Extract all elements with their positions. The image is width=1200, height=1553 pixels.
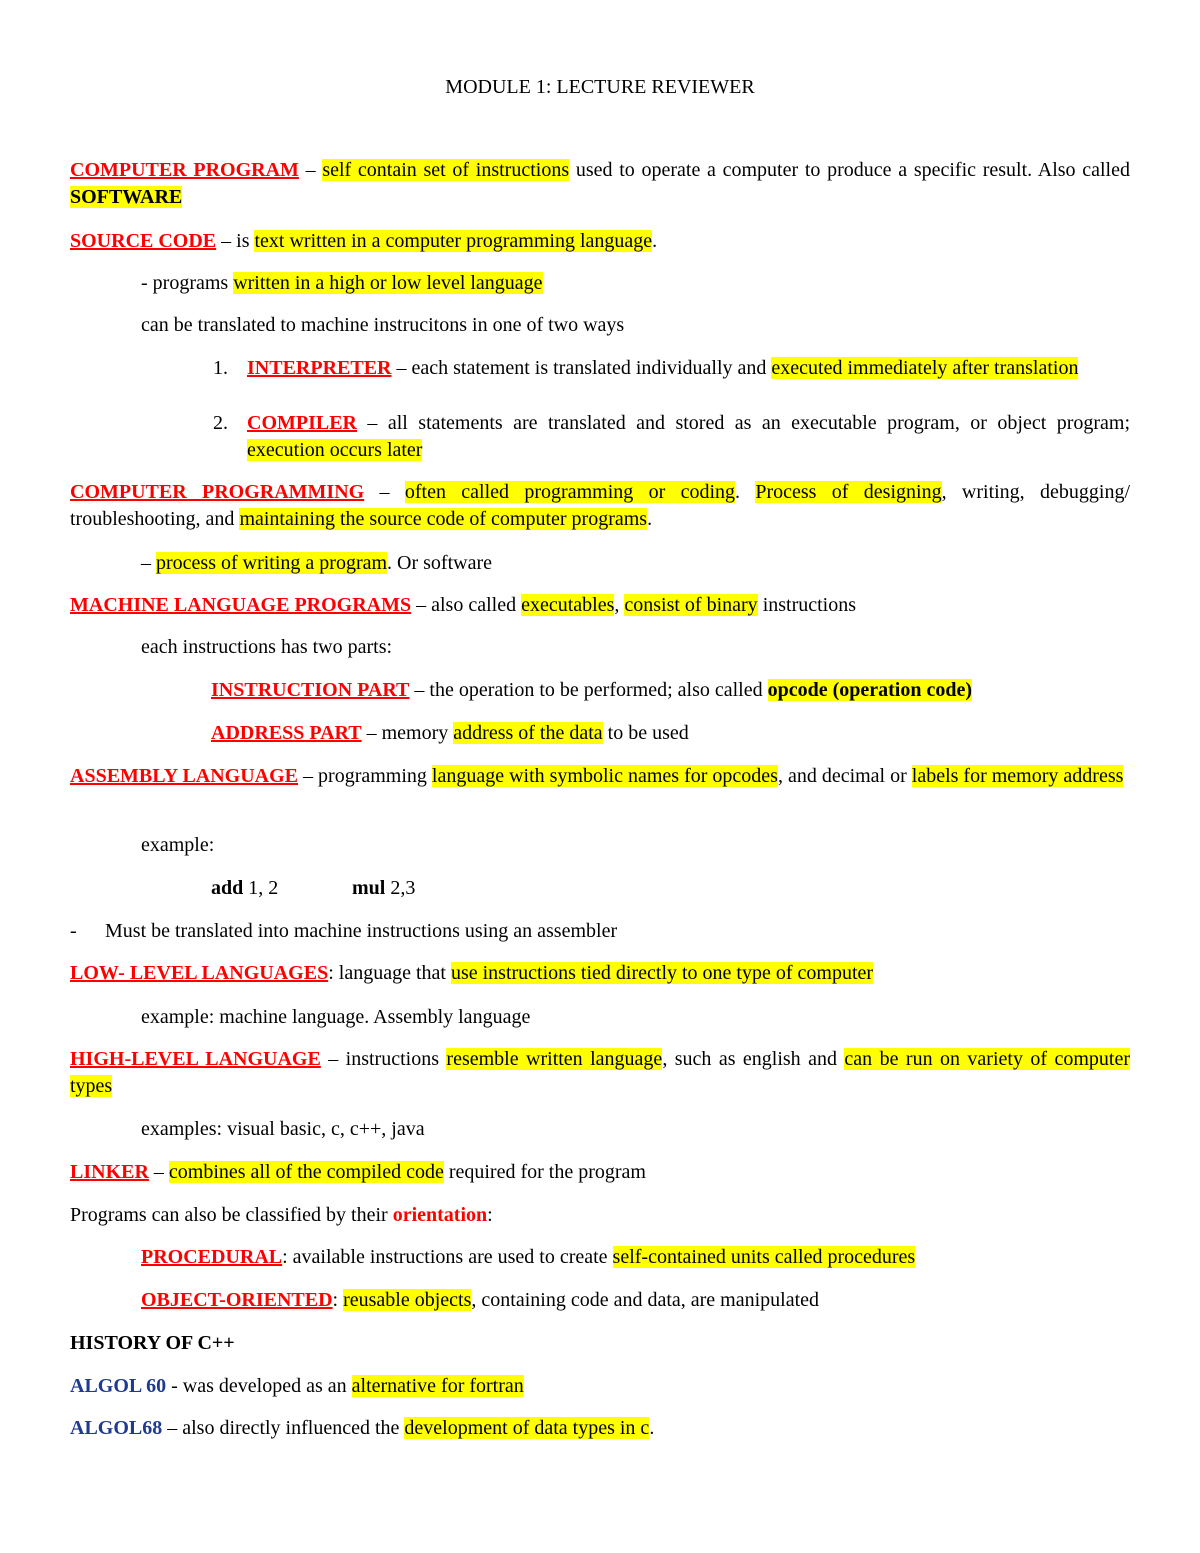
highlight: resemble written language: [446, 1048, 663, 1070]
example-code: add 1, 2 mul 2,3: [211, 877, 416, 899]
highlight: consist of binary: [624, 594, 758, 616]
entry-algol68: ALGOL68 – also directly influenced the development of data types in c.: [70, 1417, 655, 1439]
history-heading: HISTORY OF C++: [70, 1332, 235, 1354]
highlight-bold: opcode (operation code): [767, 679, 973, 701]
procedural-line: PROCEDURAL: available instructions are used to create self-contained units called procedures: [141, 1246, 916, 1268]
term-algol60: ALGOL 60: [70, 1375, 167, 1397]
term-compiler: COMPILER: [247, 412, 357, 434]
term-low-level: LOW- LEVEL LANGUAGES: [70, 962, 329, 984]
term-computer-program: COMPUTER PROGRAM: [70, 159, 299, 181]
highlight: process of writing a program: [156, 552, 388, 574]
highlight: executed immediately after translation: [771, 357, 1079, 379]
term-interpreter: INTERPRETER: [247, 357, 392, 379]
page-title: MODULE 1: LECTURE REVIEWER: [445, 76, 755, 98]
instruction-part-line: INSTRUCTION PART – the operation to be performed; also called opcode (operation code): [211, 679, 973, 701]
highlight: self-contained units called procedures: [612, 1246, 916, 1268]
term-source-code: SOURCE CODE: [70, 230, 217, 252]
term-assembly-language: ASSEMBLY LANGUAGE: [70, 765, 299, 787]
highlight: written in a high or low level language: [233, 272, 543, 294]
entry-computer-programming: COMPUTER PROGRAMMING – often called programming or coding. Process of designing, writing, debugging/ troubleshooting, and maintaining the source code of computer programs.: [70, 481, 1131, 530]
highlight: reusable objects: [343, 1289, 472, 1311]
term-high-level: HIGH-LEVEL LANGUAGE: [70, 1048, 321, 1070]
entry-source-code: SOURCE CODE – is text written in a computer programming language.: [70, 230, 658, 252]
entry-machine-language: MACHINE LANGUAGE PROGRAMS – also called executables, consist of binary instructions: [70, 594, 857, 616]
list-item-compiler: 2. COMPILER – all statements are translated and stored as an executable program, or object program; execution occurs later: [213, 412, 1130, 461]
highlight-bold: SOFTWARE: [70, 186, 183, 208]
programs-line: - programs written in a high or low level language: [141, 272, 543, 294]
highlight: use instructions tied directly to one type of computer: [450, 962, 874, 984]
object-oriented-line: OBJECT-ORIENTED: reusable objects, containing code and data, are manipulated: [141, 1289, 820, 1311]
entry-linker: LINKER – combines all of the compiled code required for the program: [70, 1161, 646, 1183]
entry-computer-program: COMPUTER PROGRAM – self contain set of instructions used to operate a computer to produce a specific result. Also called SOFTWARE: [70, 159, 1130, 208]
highlight: alternative for fortran: [351, 1375, 524, 1397]
assembler-line: - Must be translated into machine instructions using an assembler: [70, 920, 618, 942]
term-machine-language: MACHINE LANGUAGE PROGRAMS: [70, 594, 412, 616]
highlight: execution occurs later: [247, 439, 423, 461]
term-address-part: ADDRESS PART: [211, 722, 362, 744]
highlight: development of data types in c: [404, 1417, 650, 1439]
highlight: self contain set of instructions: [322, 159, 570, 181]
highlight: address of the data: [453, 722, 603, 744]
entry-algol60: ALGOL 60 - was developed as an alternative for fortran: [70, 1375, 524, 1397]
high-example: examples: visual basic, c, c++, java: [141, 1118, 425, 1140]
term-computer-programming: COMPUTER PROGRAMMING: [70, 481, 365, 503]
highlight: executables: [521, 594, 615, 616]
entry-low-level: LOW- LEVEL LANGUAGES: language that use instructions tied directly to one type of computer: [70, 962, 874, 984]
example-label: example:: [141, 834, 215, 856]
term-object-oriented: OBJECT-ORIENTED: [141, 1289, 333, 1311]
highlight: text written in a computer programming language: [254, 230, 653, 252]
entry-high-level: HIGH-LEVEL LANGUAGE – instructions resemble written language, such as english and can be run on variety of computer types: [70, 1048, 1130, 1097]
highlight: can be run on variety of computer types: [70, 1048, 1130, 1097]
low-example: example: machine language. Assembly language: [141, 1006, 531, 1028]
translated-line: can be translated to machine instrucitons in one of two ways: [141, 314, 625, 336]
entry-assembly-language: ASSEMBLY LANGUAGE – programming language with symbolic names for opcodes, and decimal or labels for memory address: [70, 765, 1124, 787]
highlight: labels for memory address: [911, 765, 1124, 787]
term-procedural: PROCEDURAL: [141, 1246, 283, 1268]
highlight: combines all of the compiled code: [168, 1161, 444, 1183]
list-item-interpreter: 1. INTERPRETER – each statement is translated individually and executed immediately after translation: [213, 357, 1079, 379]
highlight: maintaining the source code of computer programs: [239, 508, 648, 530]
two-parts-line: each instructions has two parts:: [141, 636, 393, 658]
orientation-line: Programs can also be classified by their orientation:: [70, 1204, 493, 1226]
highlight: often called programming or coding: [404, 481, 736, 503]
process-line: – process of writing a program. Or software: [141, 552, 493, 574]
term-linker: LINKER: [70, 1161, 149, 1183]
address-part-line: ADDRESS PART – memory address of the data to be used: [211, 722, 689, 744]
term-algol68: ALGOL68: [70, 1417, 163, 1439]
term-instruction-part: INSTRUCTION PART: [211, 679, 410, 701]
highlight: Process of designing: [755, 481, 942, 503]
highlight: language with symbolic names for opcodes: [431, 765, 778, 787]
